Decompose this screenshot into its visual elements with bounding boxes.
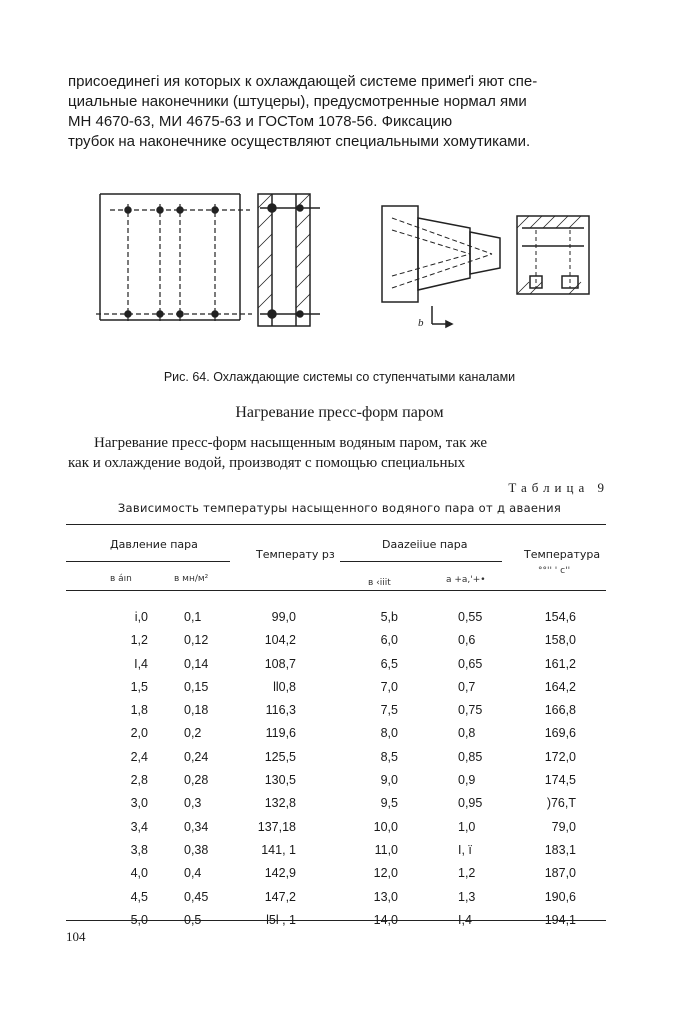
table-cell: 0,5 bbox=[184, 912, 202, 927]
table-cell: 0,24 bbox=[184, 749, 209, 764]
table-cell: 0,55 bbox=[458, 610, 483, 624]
table-top-rule bbox=[66, 524, 606, 525]
table-cell: 6,0 bbox=[380, 633, 398, 648]
table-cell: 119,6 bbox=[265, 726, 296, 741]
conical-core-drawing bbox=[382, 206, 500, 327]
table-cell: 0,8 bbox=[458, 726, 476, 741]
table-cell: 147,2 bbox=[264, 889, 296, 904]
header-sub-rule-right bbox=[340, 561, 502, 562]
table-cell: 5,0 bbox=[130, 912, 148, 927]
table-cell: ll0,8 bbox=[273, 679, 296, 694]
table-cell: 13,0 bbox=[373, 889, 398, 904]
table-cell: 6,5 bbox=[380, 656, 398, 671]
table-cell: I,4 bbox=[458, 912, 472, 927]
table-row bbox=[66, 911, 606, 934]
cavity-section-drawing bbox=[517, 216, 589, 294]
table-cell: 169,6 bbox=[544, 726, 576, 741]
text-line: циальные наконечники (штуцеры), предусмотренные нормал ями bbox=[68, 93, 527, 110]
table-row bbox=[66, 794, 606, 817]
body-paragraph bbox=[68, 433, 608, 473]
table-cell: 0,9 bbox=[458, 773, 476, 788]
mold-plan-view bbox=[96, 194, 252, 322]
table-cell: I,4 bbox=[134, 656, 148, 671]
header-temperature-right: Температура bbox=[524, 548, 601, 561]
table-cell: 142,9 bbox=[264, 866, 296, 881]
table-row bbox=[66, 655, 606, 678]
table-cell: 99,0 bbox=[271, 610, 296, 624]
table-cell: 2,4 bbox=[130, 749, 148, 764]
table-cell: 137,18 bbox=[257, 819, 296, 834]
table-cell: 1,3 bbox=[458, 889, 476, 904]
subheader-mn-right: a +a,'+• bbox=[446, 575, 486, 585]
table-cell: 1,2 bbox=[130, 633, 148, 648]
table-cell: 125,5 bbox=[264, 749, 296, 764]
table-row bbox=[66, 818, 606, 841]
table-cell: i,0 bbox=[134, 610, 148, 624]
table-cell: 187,0 bbox=[544, 866, 576, 881]
table-cell: l5l , 1 bbox=[266, 912, 296, 927]
table-label: Таблица 9 bbox=[508, 480, 609, 495]
header-bottom-rule bbox=[66, 590, 606, 591]
text-line: МН 4670-63, МИ 4675-63 и ГОСТом 1078-56. Фиксацию bbox=[68, 113, 453, 130]
subheader-atm-right: в ‹iiit bbox=[368, 578, 391, 588]
table-row bbox=[66, 864, 606, 887]
text-line: Нагревание пресс-форм насыщенным водяным паром, так же bbox=[94, 435, 487, 451]
table-row bbox=[66, 841, 606, 864]
table-cell: 8,5 bbox=[380, 749, 398, 764]
text-line: трубок на наконечнике осуществляют специальными хомутиками. bbox=[68, 133, 531, 150]
table-cell: 0,18 bbox=[184, 703, 209, 718]
table-row bbox=[66, 701, 606, 724]
table-row bbox=[66, 631, 606, 654]
top-paragraph bbox=[68, 72, 608, 152]
table-title: Зависимость температуры насыщенного водяного пара от д авaения bbox=[117, 501, 562, 515]
table-cell: 1,2 bbox=[458, 866, 476, 881]
subheader-mn-left: в мн/м² bbox=[174, 574, 209, 584]
table-cell: 0,7 bbox=[458, 679, 476, 694]
figure-64 bbox=[0, 188, 679, 338]
table-cell: 164,2 bbox=[544, 679, 576, 694]
table-cell: 183,1 bbox=[544, 842, 576, 857]
table-cell: 141, 1 bbox=[261, 842, 296, 857]
table-cell: 0,14 bbox=[184, 656, 209, 671]
table-cell: 3,8 bbox=[130, 842, 148, 857]
table-cell: 9,5 bbox=[380, 796, 398, 811]
table-cell: 7,0 bbox=[380, 679, 398, 694]
table-cell: 5,b bbox=[380, 610, 398, 624]
table-cell: 8,0 bbox=[380, 726, 398, 741]
table-cell: 0,95 bbox=[458, 796, 483, 811]
table-cell: 2,0 bbox=[130, 726, 148, 741]
table-cell: 1,5 bbox=[130, 679, 148, 694]
table-cell: 194,1 bbox=[544, 912, 576, 927]
table-cell: 174,5 bbox=[544, 773, 576, 788]
table-row bbox=[66, 888, 606, 911]
figure-caption: Рис. 64. Охлаждающие системы со ступенчатыми каналами bbox=[163, 370, 516, 384]
table-cell: 0,75 bbox=[458, 703, 483, 718]
table-cell: 3,4 bbox=[130, 819, 148, 834]
section-heading: Нагревание пресс-форм паром bbox=[235, 404, 444, 421]
section-label-b: b bbox=[418, 317, 424, 329]
table-cell: 12,0 bbox=[373, 866, 398, 881]
table-cell: 4,0 bbox=[130, 866, 148, 881]
table-cell: 158,0 bbox=[544, 633, 576, 648]
table-row bbox=[66, 771, 606, 794]
table-cell: 108,7 bbox=[264, 656, 296, 671]
table-row bbox=[66, 608, 606, 631]
table-cell: 190,6 bbox=[544, 889, 576, 904]
table-cell: 104,2 bbox=[264, 633, 296, 648]
table-cell: 11,0 bbox=[374, 842, 398, 857]
cooling-systems-drawing bbox=[0, 188, 679, 338]
header-temperature-left: Температу рз bbox=[256, 548, 335, 561]
table-cell: 161,2 bbox=[544, 656, 576, 671]
header-sub-rule-left bbox=[66, 561, 230, 562]
table-row bbox=[66, 748, 606, 771]
table-cell: 0,4 bbox=[184, 866, 202, 881]
table-cell: 1,8 bbox=[130, 703, 148, 718]
table-cell: 0,12 bbox=[184, 633, 209, 648]
table-cell: )76,T bbox=[546, 796, 576, 811]
table-cell: 0,1 bbox=[184, 610, 202, 624]
page-number: 104 bbox=[66, 929, 86, 944]
table-cell: 0,3 bbox=[184, 796, 202, 811]
table-cell: 172,0 bbox=[544, 749, 576, 764]
subheader-deg-right: °°'' ' c'' bbox=[538, 566, 571, 576]
table-cell: 154,6 bbox=[544, 610, 576, 624]
table-cell: 0,65 bbox=[458, 656, 483, 671]
table-cell: 1,0 bbox=[458, 819, 476, 834]
table-cell: 130,5 bbox=[264, 773, 296, 788]
table-cell: 7,5 bbox=[380, 703, 398, 718]
table-cell: 166,8 bbox=[544, 703, 576, 718]
table-cell: 0,38 bbox=[184, 842, 209, 857]
table-cell: 79,0 bbox=[551, 819, 576, 834]
table-cell: 0,2 bbox=[184, 726, 202, 741]
table-cell: 0,15 bbox=[184, 679, 209, 694]
table-cell: 3,0 bbox=[130, 796, 148, 811]
header-pressure-left: Давление пара bbox=[110, 538, 198, 551]
table-row bbox=[66, 724, 606, 747]
table-cell: 0,85 bbox=[458, 749, 483, 764]
table-cell: 14,0 bbox=[373, 912, 398, 927]
header-pressure-right: Daazeiiue пара bbox=[382, 538, 468, 551]
table-cell: I, ï bbox=[458, 842, 472, 857]
table-cell: 0,45 bbox=[184, 889, 209, 904]
table-body bbox=[66, 608, 606, 934]
table-cell: 2,8 bbox=[130, 773, 148, 788]
table-cell: 4,5 bbox=[130, 889, 148, 904]
mold-section-view bbox=[258, 194, 320, 326]
subheader-atm-left: в áın bbox=[110, 574, 132, 584]
table-cell: 116,3 bbox=[265, 703, 296, 718]
text-line: как и охлаждение водой, производят с помощью специальных bbox=[68, 455, 466, 471]
table-cell: 9,0 bbox=[380, 773, 398, 788]
table-cell: 132,8 bbox=[264, 796, 296, 811]
table-cell: 0,34 bbox=[184, 819, 209, 834]
table-cell: 0,28 bbox=[184, 773, 209, 788]
text-line: присоединегі ия которых к охлаждающей системе примеґі яют спе- bbox=[68, 73, 538, 90]
table-row bbox=[66, 678, 606, 701]
table-cell: 10,0 bbox=[373, 819, 398, 834]
table-cell: 0,6 bbox=[458, 633, 476, 648]
